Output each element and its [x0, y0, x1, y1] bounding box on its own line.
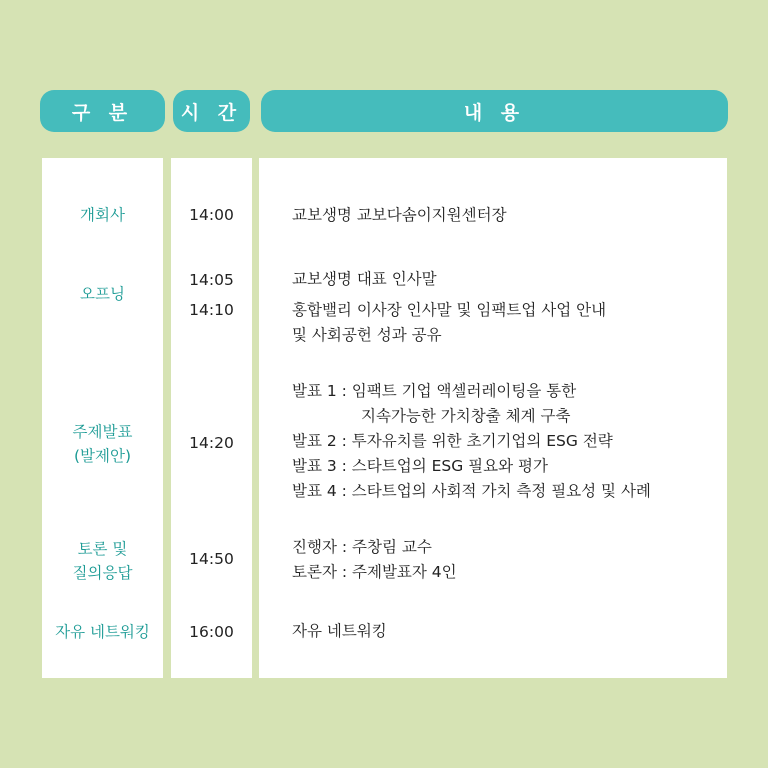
category-line: 토론 및 [77, 540, 128, 558]
category-column [42, 158, 163, 678]
content-line: 홍합밸리 이사장 인사말 및 임팩트업 사업 안내 [292, 301, 607, 319]
row-networking-time: 16:00 [189, 623, 234, 641]
row-networking-content [292, 619, 722, 644]
header-time: 시 간 [173, 90, 250, 132]
row-opening-content [292, 203, 722, 228]
row-discussion-category [42, 537, 163, 585]
row-intro-time-2: 14:10 [189, 301, 234, 319]
row-opening-category: 개회사 [80, 206, 125, 224]
row-presentation-time: 14:20 [189, 434, 234, 452]
row-discussion-content [292, 535, 722, 585]
content-line: 자유 네트워킹 [292, 622, 387, 640]
row-networking-category: 자유 네트워킹 [55, 623, 150, 641]
content-line: 발표 2 : 투자유치를 위한 초기기업의 ESG 전략 [292, 432, 613, 450]
content-line: 교보생명 대표 인사말 [292, 270, 437, 288]
row-discussion-time: 14:50 [189, 550, 234, 568]
time-column [171, 158, 252, 678]
content-line: 발표 1 : 임팩트 기업 액셀러레이팅을 통한 [292, 382, 577, 400]
row-presentation-category [42, 420, 163, 468]
content-line: 교보생명 교보다솜이지원센터장 [292, 206, 507, 224]
row-intro-content [292, 267, 722, 348]
row-opening-time: 14:00 [189, 206, 234, 224]
content-line: 진행자 : 주창림 교수 [292, 538, 432, 556]
row-intro-category: 오프닝 [80, 285, 125, 303]
content-line: 발표 3 : 스타트업의 ESG 필요와 평가 [292, 457, 548, 475]
category-line: (발제안) [73, 447, 131, 465]
content-line: 토론자 : 주제발표자 4인 [292, 563, 457, 581]
header-content: 내 용 [261, 90, 728, 132]
row-presentation-content [292, 379, 722, 504]
content-line: 및 사회공헌 성과 공유 [292, 326, 442, 344]
category-line: 주제발표 [72, 423, 133, 441]
content-line: 지속가능한 가치창출 체계 구축 [361, 407, 571, 425]
row-intro-time-1: 14:05 [189, 271, 234, 289]
category-line: 질의응답 [72, 564, 133, 582]
header-category: 구 분 [40, 90, 165, 132]
content-line: 발표 4 : 스타트업의 사회적 가치 측정 필요성 및 사례 [292, 482, 651, 500]
